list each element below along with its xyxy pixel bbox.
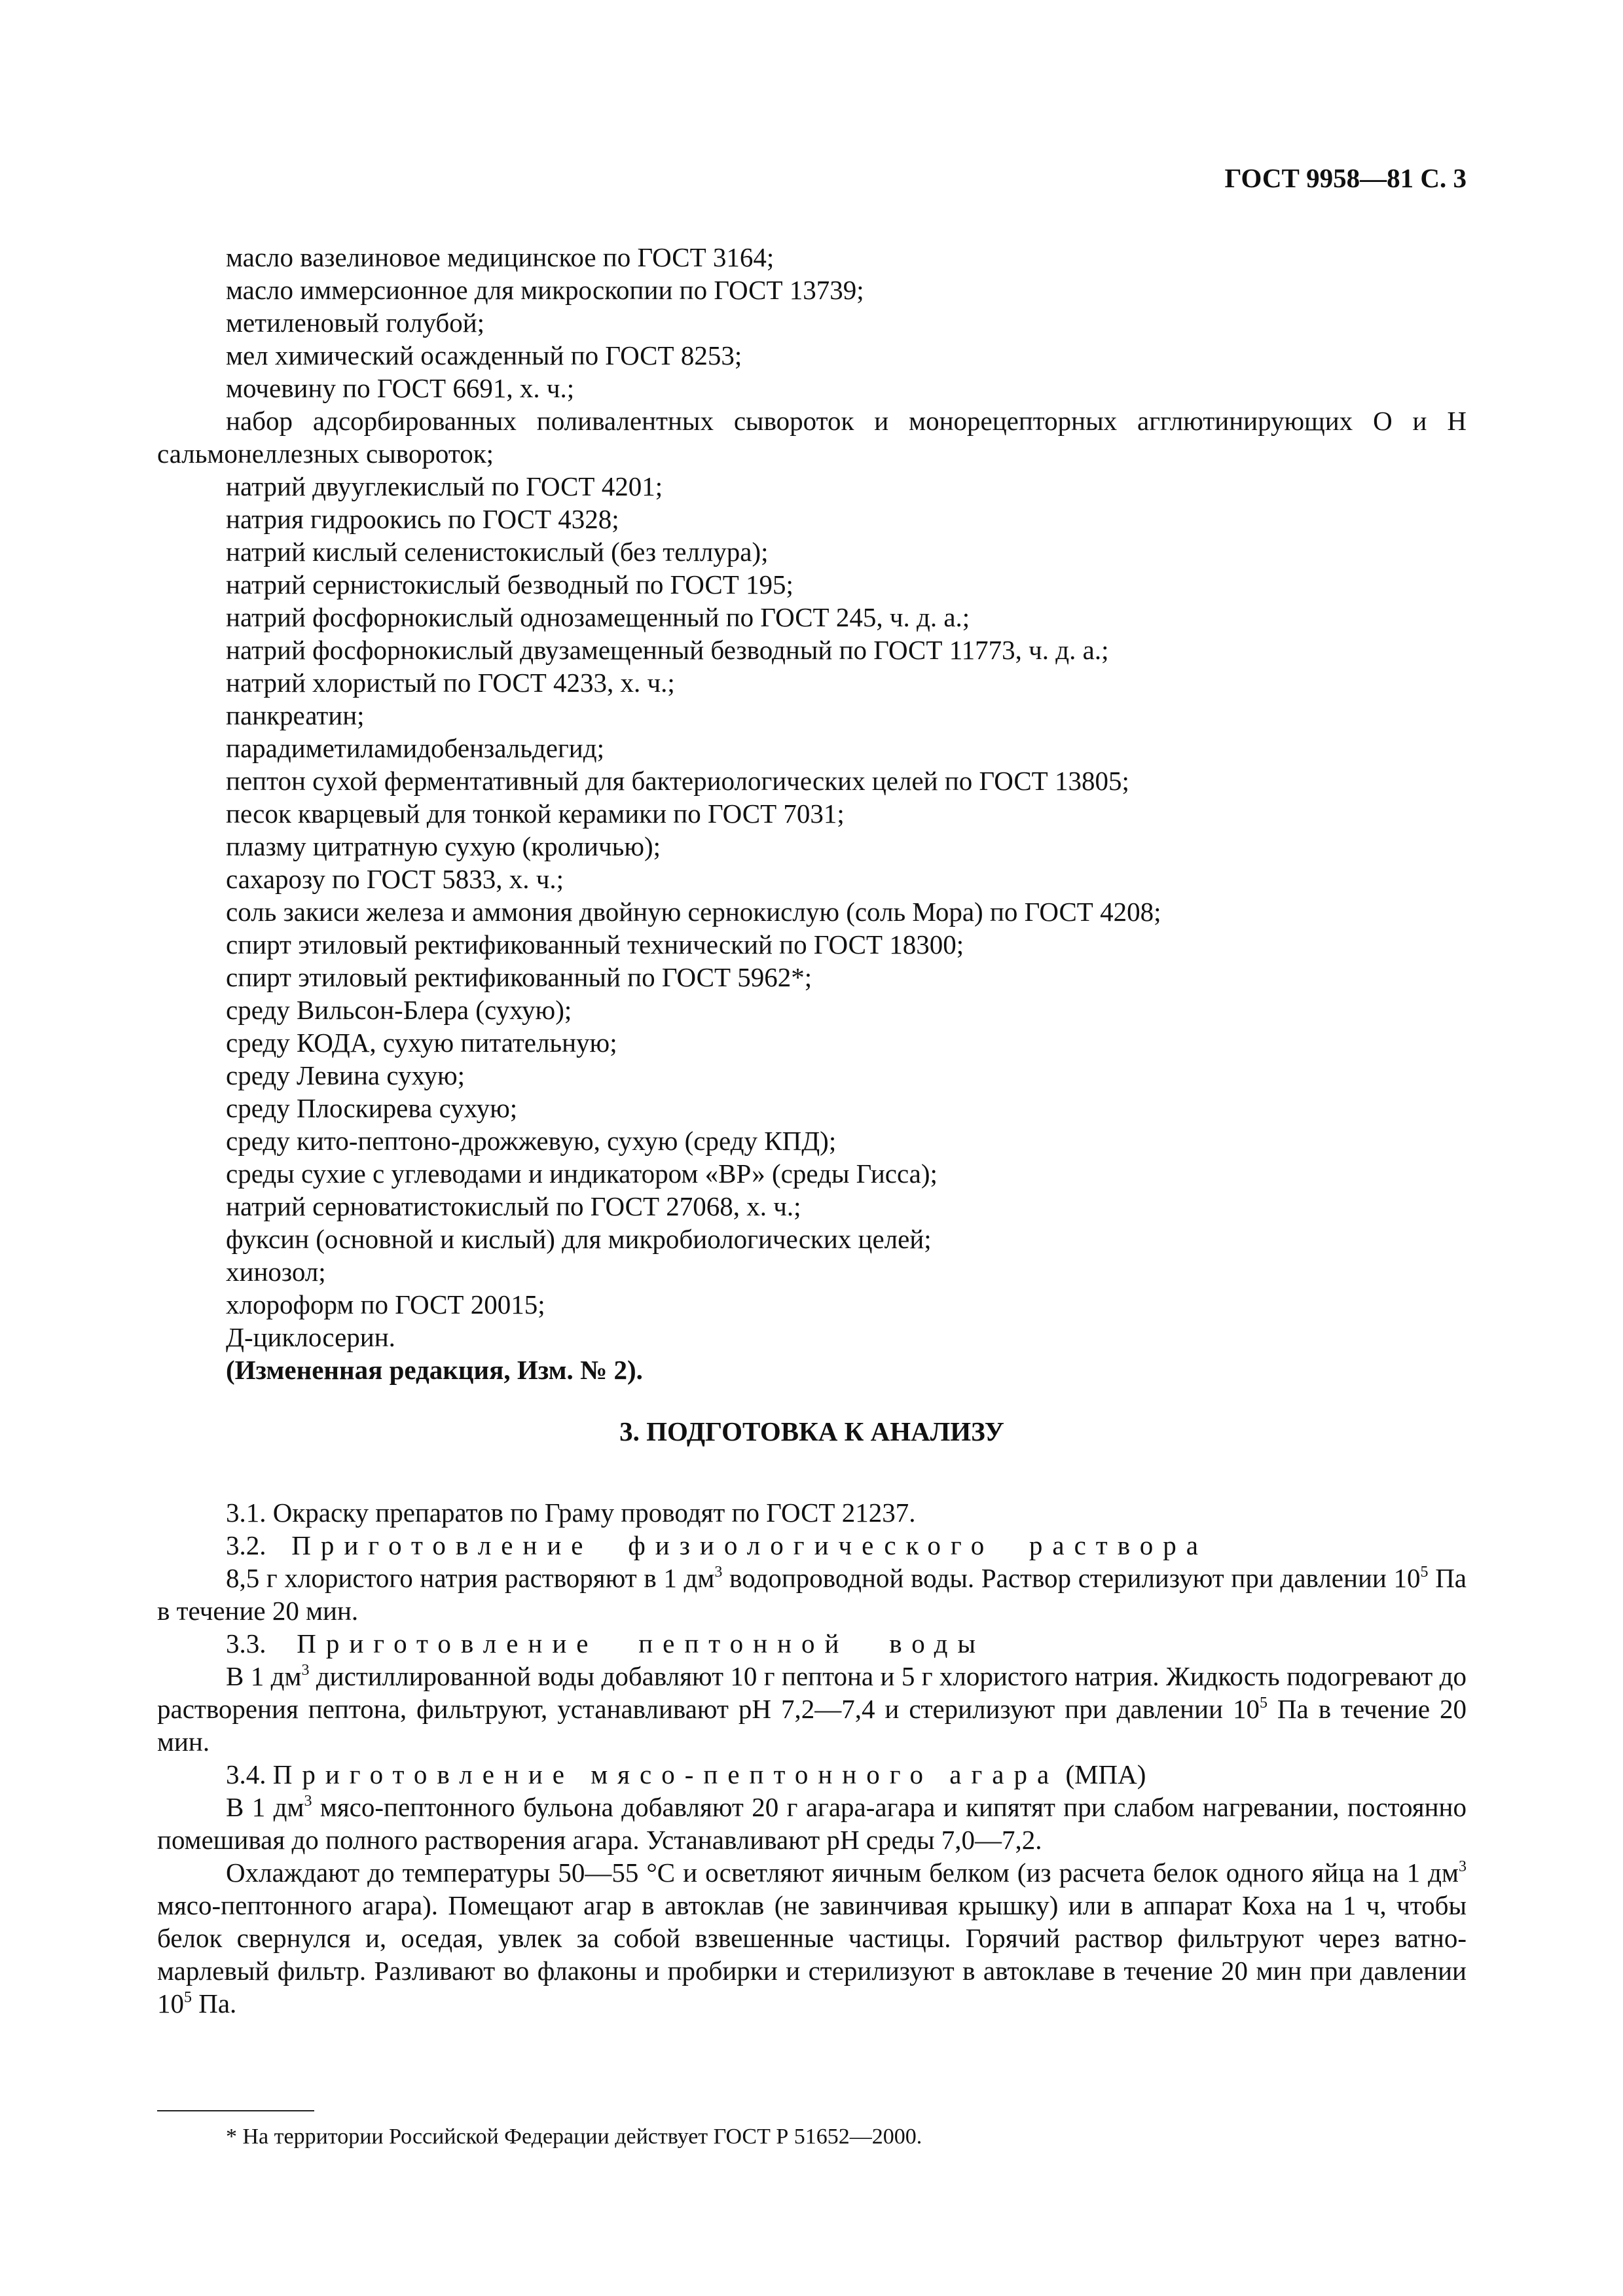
text-span: Па в течение 20 мин. [157,1563,1467,1626]
text-span: дистиллированной воды добавляют 10 г пептона и 5 г хлористого натрия. Жидкость подогревают до растворения пептона, фильтруют, устанавливают pH 7,2—7,4 и стерилизуют при давлении 10 [157,1661,1467,1724]
reagent-line: среду Плоскирева сухую; [226,1093,518,1123]
paragraph-3-1: 3.1. Окраску препаратов по Граму проводят по ГОСТ 21237. [226,1498,916,1528]
reagent-line: парадиметиламидобензальдегид; [226,733,604,763]
text-span: Па. [192,1988,237,2018]
paragraph-number: 3.2. [226,1530,266,1560]
superscript: 3 [304,1793,312,1810]
text-span: мясо-пептонного бульона добавляют 20 г агара-агара и кипятят при слабом нагревании, постоянно помешивая до полного растворения агара. Устанавливают pH среды 7,0—7,2. [157,1792,1467,1855]
section-title: 3. ПОДГОТОВКА К АНАЛИЗУ [619,1416,1004,1446]
paragraph-3-4-text [157,1791,1467,1856]
reagent-line: натрий хлористый по ГОСТ 4233, х. ч.; [226,668,675,698]
subsection-title: Приготовление физиологического раствора [291,1530,1209,1560]
paragraph-number: 3.4. [226,1759,266,1789]
page-header: ГОСТ 9958—81 С. 3 [1224,163,1467,193]
reagent-line: пептон сухой ферментативный для бактериологических целей по ГОСТ 13805; [226,766,1129,796]
superscript: 5 [1420,1564,1429,1581]
reagent-line: среду кито-пептоно-дрожжевую, сухую (среду КПД); [226,1126,837,1156]
text-span: Охлаждают до температуры 50—55 °С и осветляют яичным белком (из расчета белок одного яйца на 1 дм [226,1857,1459,1888]
reagent-line: среду Вильсон-Блера (сухую); [226,995,572,1025]
reagent-line: Д-циклосерин. [226,1322,395,1352]
reagent-line: хлороформ по ГОСТ 20015; [226,1289,545,1319]
document-page [157,0,1467,2296]
superscript: 3 [714,1564,723,1581]
reagent-line: спирт этиловый ректификованный по ГОСТ 5962*; [226,962,812,992]
reagent-line: фуксин (основной и кислый) для микробиологических целей; [226,1224,932,1254]
amendment-note: (Измененная редакция, Изм. № 2). [226,1355,643,1385]
document-body [157,241,1467,2020]
reagent-line: натрий фосфорнокислый однозамещенный по ГОСТ 245, ч. д. а.; [226,602,970,632]
reagent-line: спирт этиловый ректификованный технический по ГОСТ 18300; [226,929,964,960]
text-span: Па в течение 20 мин. [157,1694,1467,1757]
superscript: 5 [184,1989,192,2006]
reagent-line: среду КОДА, сухую питательную; [226,1028,617,1058]
reagent-line: метиленовый голубой; [226,308,485,338]
reagent-line: сахарозу по ГОСТ 5833, х. ч.; [226,864,564,894]
reagent-line: мел химический осажденный по ГОСТ 8253; [226,340,742,370]
footnote-divider [157,2110,314,2111]
text-span: мясо-пептонного агара). Помещают агар в автоклав (не завинчивая крышку) или в аппарат Коха на 1 ч, чтобы белок свернулся и, оседая, увлек за собой взвешенные частицы. Горячий раствор фильтруют через ватно-марлевый фильтр. Разливают во флаконы и пробирки и стерилизуют в автоклаве в течение 20 мин при давлении 10 [157,1890,1467,2018]
reagent-line: натрия гидроокись по ГОСТ 4328; [226,504,619,534]
superscript: 3 [301,1662,310,1679]
reagent-line: соль закиси железа и аммония двойную сернокислую (соль Мора) по ГОСТ 4208; [226,897,1161,927]
subsection-abbreviation: (МПА) [1065,1759,1146,1789]
reagent-line: песок кварцевый для тонкой керамики по ГОСТ 7031; [226,798,845,829]
reagent-line: хинозол; [226,1257,326,1287]
paragraph-3-4-heading [157,1758,1467,1791]
text-span: В 1 дм [226,1792,304,1822]
paragraph-3-3-heading [157,1627,985,1660]
footnote: * На территории Российской Федерации действует ГОСТ Р 51652—2000. [226,2125,922,2149]
superscript: 5 [1259,1695,1267,1712]
reagent-line: среды сухие с углеводами и индикатором «ВР» (среды Гисса); [226,1158,938,1189]
text-span: 8,5 г хлористого натрия растворяют в 1 дм [226,1563,715,1593]
superscript: 3 [1459,1858,1467,1875]
reagent-line: натрий двууглекислый по ГОСТ 4201; [226,471,663,501]
reagent-serums-paragraph: набор адсорбированных поливалентных сывороток и монорецепторных агглютинирующих О и Н сальмонеллезных сывороток; [157,406,1467,469]
reagent-line: среду Левина сухую; [226,1060,465,1090]
subsection-title: Приготовление пептонной воды [297,1628,986,1659]
reagent-line: мочевину по ГОСТ 6691, х. ч.; [226,373,575,403]
text-span: водопроводной воды. Раствор стерилизуют при давлении 10 [722,1563,1421,1593]
paragraph-3-2-heading [157,1529,1208,1562]
subsection-title: Приготовление мясо-пептонного агара [272,1759,1059,1789]
reagent-line: натрий кислый селенистокислый (без теллура); [226,537,769,567]
reagent-line: натрий серноватистокислый по ГОСТ 27068, х. ч.; [226,1191,801,1221]
paragraph-3-3-text [157,1660,1467,1758]
reagent-line: натрий фосфорнокислый двузамещенный безводный по ГОСТ 11773, ч. д. а.; [226,635,1109,665]
reagent-line: панкреатин; [226,700,365,730]
reagent-line: масло вазелиновое медицинское по ГОСТ 3164; [226,242,775,272]
reagent-line: натрий сернистокислый безводный по ГОСТ 195; [226,569,793,600]
reagent-line: плазму цитратную сухую (кроличью); [226,831,661,861]
paragraph-number: 3.3. [226,1628,266,1659]
text-span: В 1 дм [226,1661,302,1691]
paragraph-3-2-text [157,1562,1467,1627]
reagent-line: масло иммерсионное для микроскопии по ГОСТ 13739; [226,275,864,305]
paragraph-3-4-text-2 [157,1856,1467,2020]
